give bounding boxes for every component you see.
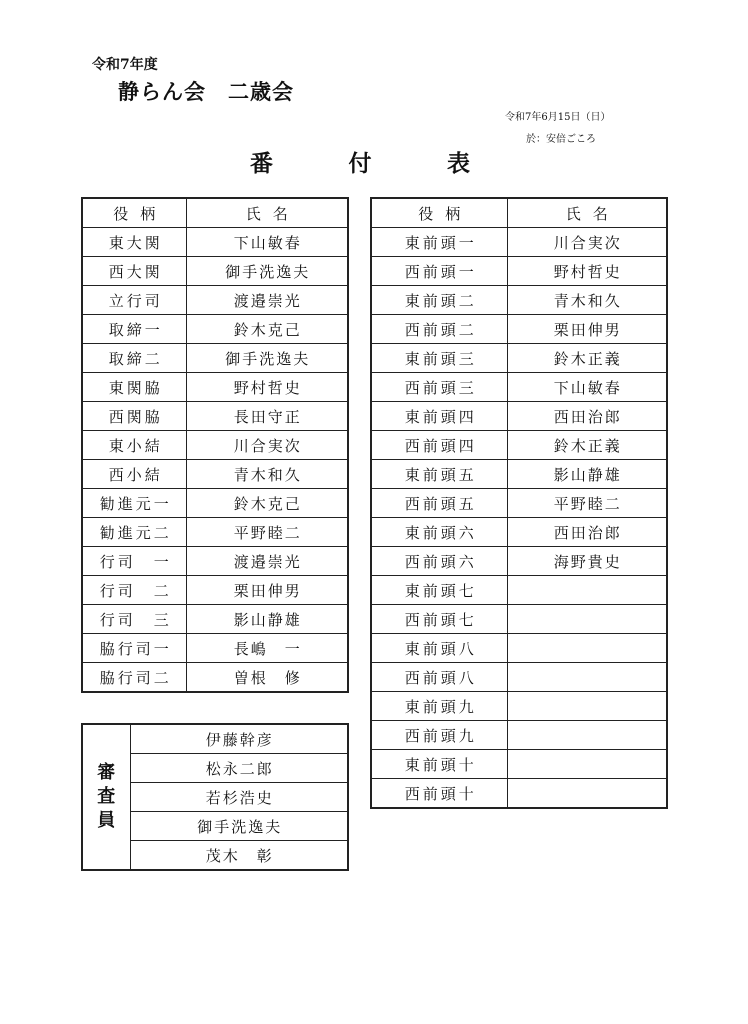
rank-cell: 東前頭七 xyxy=(371,576,507,605)
name-cell: 平野睦二 xyxy=(186,518,348,547)
rank-cell: 西前頭九 xyxy=(371,721,507,750)
table-row xyxy=(82,286,348,315)
judge-name: 茂木 彰 xyxy=(130,841,348,871)
table-row xyxy=(82,634,348,663)
name-cell: 渡邉崇光 xyxy=(186,286,348,315)
table-row xyxy=(82,605,348,634)
rank-cell: 東小結 xyxy=(82,431,186,460)
name-cell: 野村哲史 xyxy=(186,373,348,402)
table-row xyxy=(82,460,348,489)
table-row xyxy=(82,315,348,344)
right-ranking-table xyxy=(370,197,668,809)
name-cell xyxy=(507,750,667,779)
rank-cell: 取締二 xyxy=(82,344,186,373)
rank-cell: 脇行司一 xyxy=(82,634,186,663)
rank-cell: 西前頭七 xyxy=(371,605,507,634)
rank-cell: 勧進元二 xyxy=(82,518,186,547)
name-cell: 影山静雄 xyxy=(186,605,348,634)
table-row xyxy=(82,228,348,257)
rank-cell: 西前頭一 xyxy=(371,257,507,286)
rank-cell: 東前頭四 xyxy=(371,402,507,431)
judge-name: 伊藤幹彦 xyxy=(130,724,348,754)
rank-cell: 東前頭九 xyxy=(371,692,507,721)
era-label: 令和7年度 xyxy=(92,57,158,73)
rank-cell: 西前頭十 xyxy=(371,779,507,809)
judge-name: 松永二郎 xyxy=(130,754,348,783)
table-row xyxy=(371,344,667,373)
table-row xyxy=(371,779,667,809)
table-row xyxy=(371,663,667,692)
name-cell: 野村哲史 xyxy=(507,257,667,286)
table-row xyxy=(82,373,348,402)
table-row xyxy=(371,431,667,460)
table-row xyxy=(371,402,667,431)
name-cell xyxy=(507,692,667,721)
table-row xyxy=(371,257,667,286)
rank-cell: 西前頭三 xyxy=(371,373,507,402)
rank-cell: 立行司 xyxy=(82,286,186,315)
name-cell: 川合実次 xyxy=(507,228,667,257)
rank-cell: 東前頭二 xyxy=(371,286,507,315)
name-cell: 下山敏春 xyxy=(186,228,348,257)
rank-cell: 行司 三 xyxy=(82,605,186,634)
table-row xyxy=(371,576,667,605)
judges-label xyxy=(82,724,130,870)
name-cell: 西田治郎 xyxy=(507,402,667,431)
table-row xyxy=(82,489,348,518)
rank-cell: 西前頭二 xyxy=(371,315,507,344)
rank-cell: 東前頭八 xyxy=(371,634,507,663)
table-row xyxy=(371,315,667,344)
judge-row xyxy=(82,724,348,754)
name-cell: 栗田伸男 xyxy=(507,315,667,344)
event-date: 令和7年6月15日（日） xyxy=(505,112,611,123)
table-row xyxy=(371,547,667,576)
rank-cell: 西関脇 xyxy=(82,402,186,431)
rank-cell: 勧進元一 xyxy=(82,489,186,518)
name-cell: 曽根 修 xyxy=(186,663,348,693)
table-row xyxy=(371,460,667,489)
rank-cell: 東前頭十 xyxy=(371,750,507,779)
table-row xyxy=(371,721,667,750)
name-cell: 鈴木正義 xyxy=(507,431,667,460)
name-cell: 御手洗逸夫 xyxy=(186,344,348,373)
table-row xyxy=(371,692,667,721)
name-cell: 鈴木克己 xyxy=(186,315,348,344)
table-row xyxy=(371,489,667,518)
table-row xyxy=(82,518,348,547)
left-ranking-table xyxy=(81,197,349,693)
name-cell xyxy=(507,663,667,692)
table-row xyxy=(82,344,348,373)
name-cell xyxy=(507,605,667,634)
rank-cell: 取締一 xyxy=(82,315,186,344)
page-title xyxy=(250,145,470,178)
title-char: 付 xyxy=(348,150,372,177)
name-cell: 下山敏春 xyxy=(507,373,667,402)
name-cell xyxy=(507,721,667,750)
rank-cell: 東前頭一 xyxy=(371,228,507,257)
rank-cell: 東前頭三 xyxy=(371,344,507,373)
rank-cell: 脇行司二 xyxy=(82,663,186,693)
judge-name: 若杉浩史 xyxy=(130,783,348,812)
judge-name: 御手洗逸夫 xyxy=(130,812,348,841)
rank-cell: 行司 二 xyxy=(82,576,186,605)
name-cell: 長田守正 xyxy=(186,402,348,431)
table-row xyxy=(371,605,667,634)
header-name: 氏名 xyxy=(507,198,667,228)
table-row xyxy=(82,402,348,431)
rank-cell: 西前頭五 xyxy=(371,489,507,518)
table-row xyxy=(82,431,348,460)
header-name: 氏名 xyxy=(186,198,348,228)
name-cell xyxy=(507,576,667,605)
name-cell: 西田治郎 xyxy=(507,518,667,547)
rank-cell: 西大関 xyxy=(82,257,186,286)
table-row xyxy=(371,750,667,779)
name-cell xyxy=(507,779,667,809)
rank-cell: 東前頭六 xyxy=(371,518,507,547)
name-cell xyxy=(507,634,667,663)
rank-cell: 西前頭四 xyxy=(371,431,507,460)
name-cell: 鈴木正義 xyxy=(507,344,667,373)
name-cell: 海野貴史 xyxy=(507,547,667,576)
table-header-row xyxy=(371,198,667,228)
rank-cell: 西前頭六 xyxy=(371,547,507,576)
table-row xyxy=(371,518,667,547)
name-cell: 影山静雄 xyxy=(507,460,667,489)
rank-cell: 東関脇 xyxy=(82,373,186,402)
header-rank: 役柄 xyxy=(371,198,507,228)
event-venue: 於：安倍ごころ xyxy=(526,134,596,145)
name-cell: 渡邉崇光 xyxy=(186,547,348,576)
name-cell: 青木和久 xyxy=(507,286,667,315)
table-row xyxy=(82,663,348,693)
name-cell: 栗田伸男 xyxy=(186,576,348,605)
rank-cell: 東前頭五 xyxy=(371,460,507,489)
name-cell: 川合実次 xyxy=(186,431,348,460)
table-row xyxy=(82,257,348,286)
table-row xyxy=(371,634,667,663)
title-char: 表 xyxy=(447,150,470,177)
name-cell: 長嶋 一 xyxy=(186,634,348,663)
rank-cell: 西小結 xyxy=(82,460,186,489)
name-cell: 鈴木克己 xyxy=(186,489,348,518)
rank-cell: 行司 一 xyxy=(82,547,186,576)
title-char: 番 xyxy=(250,150,273,177)
table-row xyxy=(371,228,667,257)
judges-table xyxy=(81,723,349,871)
table-row xyxy=(371,286,667,315)
name-cell: 青木和久 xyxy=(186,460,348,489)
event-title: 静らん会 二歳会 xyxy=(118,79,294,104)
table-row xyxy=(82,576,348,605)
name-cell: 平野睦二 xyxy=(507,489,667,518)
rank-cell: 西前頭八 xyxy=(371,663,507,692)
table-header-row xyxy=(82,198,348,228)
header-rank: 役柄 xyxy=(82,198,186,228)
table-row xyxy=(82,547,348,576)
rank-cell: 東大関 xyxy=(82,228,186,257)
name-cell: 御手洗逸夫 xyxy=(186,257,348,286)
table-row xyxy=(371,373,667,402)
judges-label-text: 審査員 xyxy=(97,762,116,831)
